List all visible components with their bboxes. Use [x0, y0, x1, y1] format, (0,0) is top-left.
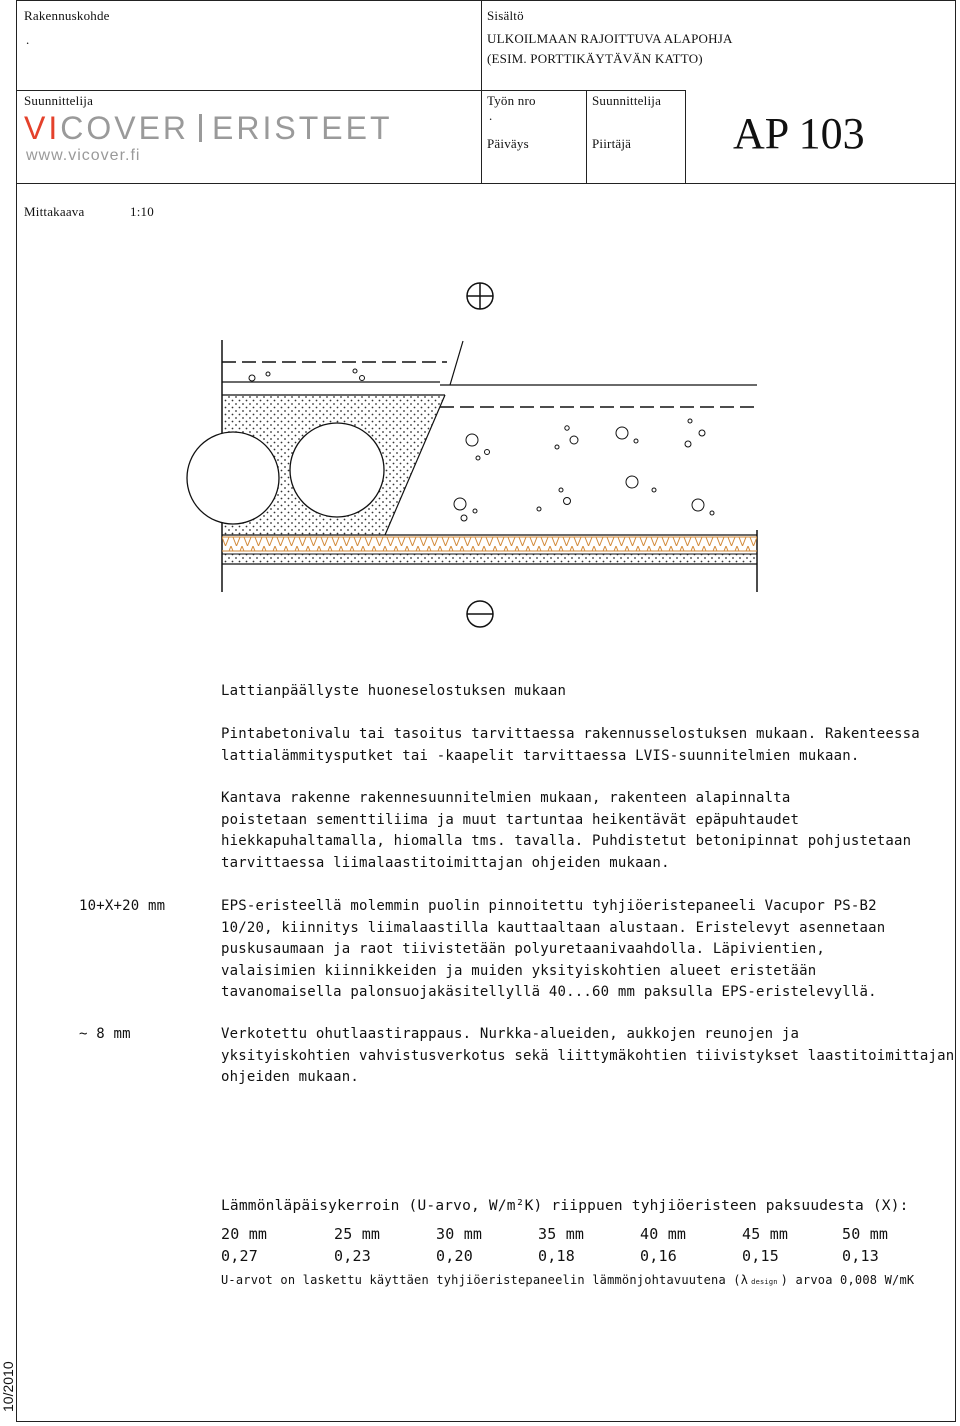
uvalue-thickness: 45 mm	[742, 1225, 789, 1243]
uvalue-value: 0,23	[334, 1247, 371, 1265]
date-label: Päiväys	[487, 136, 529, 151]
uvalue-thickness: 25 mm	[334, 1225, 381, 1243]
logo-cover: COVER	[60, 110, 190, 146]
layer-4-thickness: 10+X+20 mm	[79, 898, 166, 914]
work-no-value: .	[489, 108, 493, 123]
uvalue-value: 0,18	[538, 1247, 575, 1265]
uvalue-note-text-end: ) arvoa 0,008 W/mK	[780, 1273, 915, 1287]
content-line-2: (ESIM. PORTTIKÄYTÄVÄN KATTO)	[487, 51, 703, 66]
uvalue-value: 0,20	[436, 1247, 473, 1265]
section-drawing	[0, 0, 960, 640]
layer-4-line-4: valaisimien kiinnikkeiden ja muiden yksityiskohtien alueet eristetään	[221, 962, 817, 979]
uvalue-thickness: 20 mm	[221, 1225, 268, 1243]
scale-label: Mittakaava	[24, 204, 85, 219]
drawing-code: AP 103	[733, 109, 865, 158]
uvalue-value-row	[221, 1246, 879, 1268]
date-stamp: 10/2010	[0, 1361, 16, 1412]
layer-1-line: Lattianpäällyste huoneselostuksen mukaan	[221, 683, 567, 699]
uvalue-thickness: 50 mm	[842, 1225, 889, 1243]
layer-4-desc	[221, 896, 885, 1004]
uvalue-thickness: 35 mm	[538, 1225, 585, 1243]
layer-3-line-1: Kantava rakenne rakennesuunnitelmien mukaan, rakenteen alapinnalta	[221, 790, 791, 806]
work-no-label: Työn nro	[487, 93, 536, 108]
layer-2-desc	[221, 724, 920, 767]
layer-5-thickness: ~ 8 mm	[79, 1026, 131, 1042]
project-value: .	[26, 32, 30, 47]
uvalue-thickness: 40 mm	[640, 1225, 687, 1243]
drafter-label: Piirtäjä	[592, 136, 632, 151]
uvalue-note	[221, 1270, 914, 1294]
scale-value: 1:10	[130, 204, 154, 219]
uvalue-thickness: 30 mm	[436, 1225, 483, 1243]
layer-4-line-5: tavanomaisella palonsuojakäsitellyllä 40...60 mm paksulla EPS-eristelevyllä.	[221, 984, 877, 1000]
layer-5-line-2: yksityiskohtien vahvistusverkotus sekä liittymäkohtien tiivistykset laastitoimittajan	[221, 1047, 955, 1064]
layer-3-line-2: poistetaan sementtiliima ja muut tartuntaa heikentävät epäpuhtaudet	[221, 811, 800, 828]
layer-4-line-3: puskusaumaan ja raot tiivistetään polyuretaanivaahdolla. Läpivientien,	[221, 941, 826, 957]
designer-label-left: Suunnittelija	[24, 93, 94, 108]
minus-circle-icon	[467, 601, 493, 627]
uvalue-value: 0,13	[842, 1247, 879, 1265]
content-line-1: ULKOILMAAN RAJOITTUVA ALAPOHJA	[487, 31, 733, 46]
layer-4-line-1: EPS-eristeellä molemmin puolin pinnoitettu tyhjiöeristepaneeli Vacupor PS-B2	[221, 898, 877, 914]
layer-5-line-1: Verkotettu ohutlaastirappaus. Nurkka-alueiden, aukkojen reunojen ja	[221, 1026, 800, 1042]
logo-vi: VI	[24, 110, 61, 146]
layer-3-line-4: tarvittaessa liimalaastitoimittajan ohjeiden mukaan.	[221, 854, 670, 871]
plus-circle-icon	[467, 283, 493, 309]
content-label: Sisältö	[487, 8, 524, 23]
uvalue-note-text: U-arvot on laskettu käyttäen tyhjiöeristepaneelin lämmönjohtavuutena (λ	[221, 1273, 749, 1287]
logo-eristeet: ERISTEET	[212, 110, 393, 146]
hollow-core-slab	[187, 395, 452, 535]
uvalue-value: 0,15	[742, 1247, 779, 1265]
layer-1-desc	[221, 681, 566, 703]
plaster-layer	[222, 554, 757, 564]
uvalue-thickness-row	[221, 1224, 888, 1246]
uvalue-value: 0,16	[640, 1247, 677, 1265]
designer-label-right: Suunnittelija	[592, 93, 662, 108]
layer-5-desc	[221, 1024, 954, 1089]
project-label: Rakennuskohde	[24, 8, 110, 23]
layer-5-line-3: ohjeiden mukaan.	[221, 1069, 360, 1085]
vacuum-insulation-layer	[222, 537, 757, 551]
layer-4-line-2: 10/20, kiinnitys liimalaastilla kauttaaltaan alustaan. Eristelevyt asennetaan	[221, 919, 886, 936]
layer-2-line-2: lattialämmitysputket tai -kaapelit tarvittaessa LVIS-suunnitelmien mukaan.	[221, 747, 860, 764]
uvalue-title: Lämmönläpäisykerroin (U-arvo, W/m²K) riippuen tyhjiöeristeen paksuudesta (X):	[221, 1198, 909, 1214]
layer-3-line-3: hiekkapuhaltamalla, hiomalla tms. tavalla. Puhdistetut betonipinnat pohjustetaan	[221, 833, 912, 849]
website-url: www.vicover.fi	[26, 147, 141, 164]
layer-3-desc	[221, 788, 911, 874]
uvalue-value: 0,27	[221, 1247, 258, 1265]
layer-2-line-1: Pintabetonivalu tai tasoitus tarvittaessa rakennusselostuksen mukaan. Rakenteessa	[221, 726, 920, 742]
uvalue-note-subscript: design	[751, 1278, 778, 1286]
